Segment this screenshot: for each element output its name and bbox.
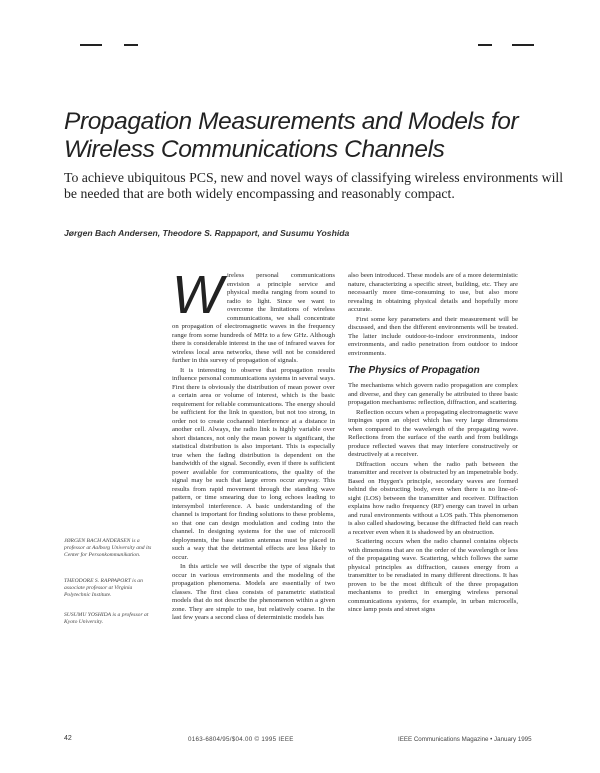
- body-column-2: [348, 272, 518, 616]
- paragraph: Diffraction occurs when the radio path between the transmitter and receiver is obstructed by an impenetrable body. Based on Huygen's principle, secondary waves are formed behind the obstructing body, even when there is no line-of-sight (LOS) between the transmitter and receiver. Diffraction explains how radio frequency (RF) energy can travel in urban and rural environments without a LOS path. This phenomenon is also called shadowing, because the diffracted field can reach a receiver even when it is shadowed by an obstruction.: [348, 460, 518, 536]
- paragraph: Scattering occurs when the radio channel contains objects with dimensions that are on the order of the wavelength or less of the propagating wave. Scattering, which follows the same physical principles as diffraction, causes energy from a transmitter to be reradiated in many different directions. It has proven to be the most difficult of the three propagation mechanisms to predict in emerging wireless personal communications systems, for example, in urban microcells, since lamp posts and street signs: [348, 538, 518, 613]
- article-deck: To achieve ubiquitous PCS, new and novel ways of classifying wireless environments will be needed that are both widely encompassing and reasonably compact.: [64, 170, 564, 201]
- header-rule-3: [478, 44, 492, 46]
- drop-cap: W: [172, 265, 223, 325]
- paragraph: In this article we will describe the type of signals that occur in various environments and the modeling of the propagation phenomena. Models are essentially of two classes. The first class consists of parametric statistical models that do not describe the phenomenon within a given zone. They are simple to use, but relatively coarse. In the last few years a second class of deterministic models has: [172, 563, 335, 621]
- author-bio-3: SUSUMU YOSHIDA is a professor at Kyoto University.: [64, 612, 149, 626]
- author-bio-2: THEODORE S. RAPPAPORT is an associate professor at Virginia Polytechnic Institute.: [64, 578, 143, 599]
- journal-footer: IEEE Communications Magazine • January 1995: [398, 736, 532, 743]
- copyright-line: 0163-6804/95/$04.00 © 1995 IEEE: [188, 736, 294, 743]
- page-number: 42: [64, 735, 72, 742]
- author-bio-1: JØRGEN BACH ANDERSEN is a professor at Aalborg University and its Center for Personkommunikation.: [64, 538, 152, 559]
- paragraph: also been introduced. These models are of a more deterministic nature, characterizing a specific street, building, etc. They are necessarily more time-consuming to use, but also more revealing in obtaining physical details and hopefully more accurate.: [348, 272, 518, 313]
- header-rule-1: [80, 44, 102, 46]
- paragraph: It is interesting to observe that propagation results influence personal communications systems in several ways. First there is obviously the distribution of mean power over a certain area or volume of interest, which is the basic requirement for reliable communications. The energy should be sufficient for the link in question, but not too strong, in order not to create cochannel interference at a distance in another cell. Always, the radio link is highly variable over short distances, not only the mean power is significant, the statistical distribution is also important. This is especially true when the fading distribution is dependent on the bandwidth of the signal. Secondly, even if there is sufficient power available for communications, the quality of the signal may be such that large errors occur anyway. This results from rapid movement through the standing wave pattern, or time smearing due to long echoes leading to intersymbol interference. A basic understanding of the channel is important for finding solutions to these problems, so that one can design modulation and coding into the channel. In designing systems for the use of microcell deployments, the base station antennas must be placed in such a way that the detrimental effects are less likely to occur.: [172, 366, 335, 561]
- paragraph: Reflection occurs when a propagating electromagnetic wave impinges upon an object which has very large dimensions when compared to the wavelength of the propagating wave. Reflections from the surface of the earth and from buildings produce reflected waves that may interfere constructively or destructively at a receiver.: [348, 408, 518, 458]
- article-title: Propagation Measurements and Models for Wireless Communications Channels: [64, 108, 519, 163]
- section-heading: The Physics of Propagation: [348, 365, 480, 376]
- article-authors: Jørgen Bach Andersen, Theodore S. Rappaport, and Susumu Yoshida: [64, 228, 350, 238]
- header-rule-4: [512, 44, 534, 46]
- header-rule-2: [124, 44, 138, 46]
- paragraph: ireless personal communications envision a principle service and physical media ranging from sound to radio to light. Since we want to overcome the limitations of wireless communications, we shall concentrate on propagation of electromagnetic waves in the frequency range from some hundreds of MHz to a few GHz. Although there is considerable interest in the use of infrared waves for wireless local area networks, these will not be considered further in this survey of propagation of signals.: [172, 272, 335, 364]
- paragraph: First some key parameters and their measurement will be discussed, and then the different environments will be treated. The latter include outdoor-to-indoor environments, indoor environments, and radio penetration from outdoor to indoor environments.: [348, 315, 518, 357]
- paragraph: The mechanisms which govern radio propagation are complex and diverse, and they can generally be attributed to three basic propagation mechanisms: reflection, diffraction, and scattering.: [348, 382, 518, 406]
- body-column-1: [172, 265, 335, 624]
